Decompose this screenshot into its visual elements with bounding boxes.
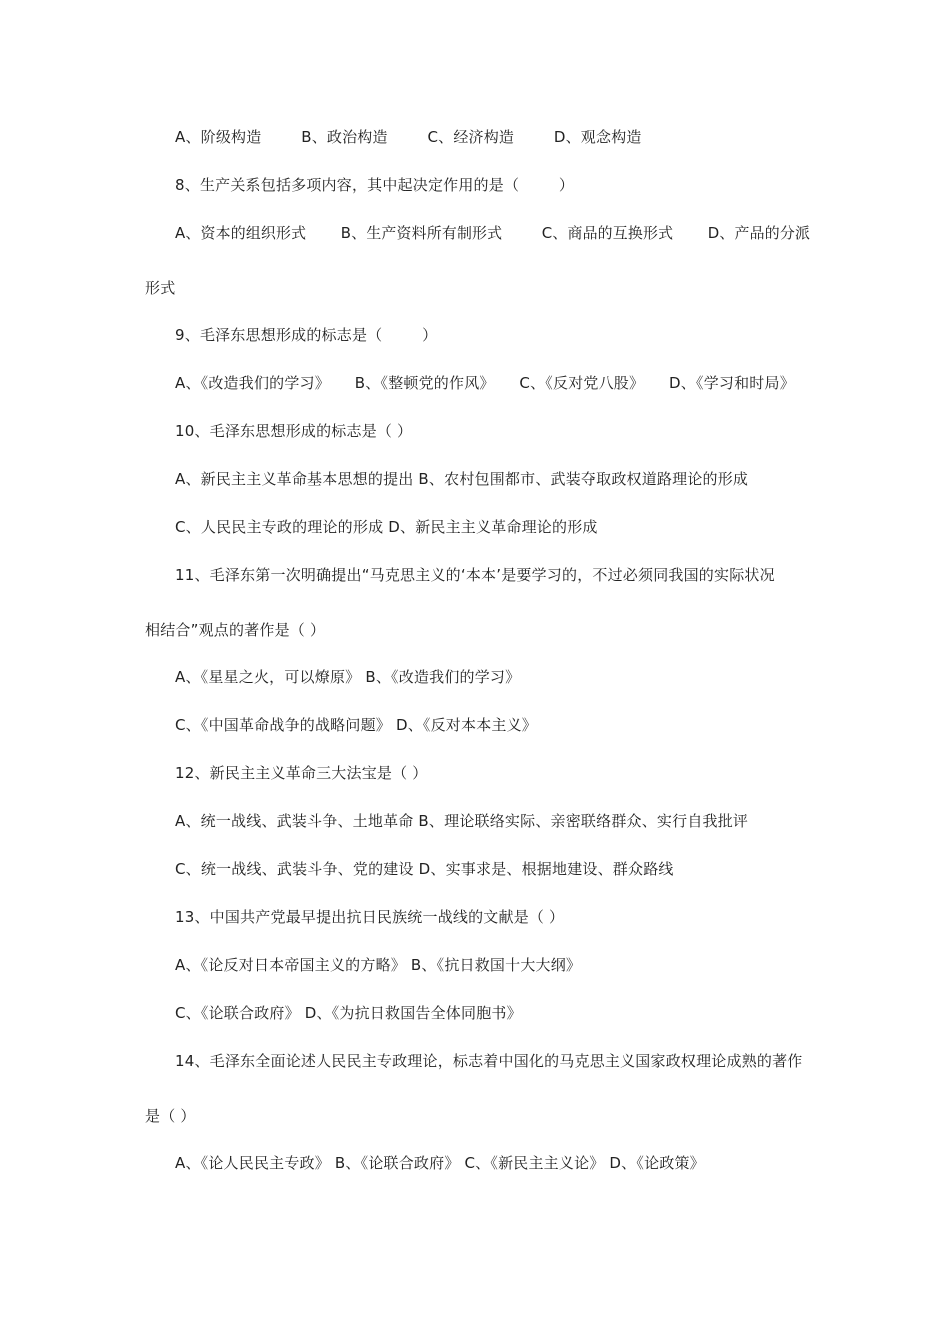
q8-options: A、资本的组织形式 B、生产资料所有制形式 C、商品的互换形式 D、产品的分派 xyxy=(175,224,811,242)
q14-question: 14、毛泽东全面论述人民民主专政理论，标志着中国化的马克思主义国家政权理论成熟的著作 xyxy=(175,1052,803,1070)
q7-options: A、阶级构造 B、政治构造 C、经济构造 D、观念构造 xyxy=(175,128,642,146)
q12-question: 12、新民主主义革命三大法宝是（ ） xyxy=(175,764,428,782)
q11-options-ab: A、《星星之火，可以燎原》 B、《改造我们的学习》 xyxy=(175,668,521,686)
q13-question: 13、中国共产党最早提出抗日民族统一战线的文献是（ ） xyxy=(175,908,565,926)
q13-options-cd: C、《论联合政府》 D、《为抗日救国告全体同胞书》 xyxy=(175,1004,522,1022)
q12-options-cd: C、统一战线、武装斗争、党的建设 D、实事求是、根据地建设、群众路线 xyxy=(175,860,674,878)
q10-options-ab: A、新民主主义革命基本思想的提出 B、农村包围都市、武装夺取政权道路理论的形成 xyxy=(175,470,749,488)
q12-options-ab: A、统一战线、武装斗争、土地革命 B、理论联络实际、亲密联络群众、实行自我批评 xyxy=(175,812,749,830)
q11-question: 11、毛泽东第一次明确提出“马克思主义的‘本本’是要学习的，不过必须同我国的实际状况 xyxy=(175,566,775,584)
q8-question: 8、生产关系包括多项内容，其中起决定作用的是（ ） xyxy=(175,176,575,194)
q13-options-ab: A、《论反对日本帝国主义的方略》 B、《抗日救国十大大纲》 xyxy=(175,956,582,974)
q14-options: A、《论人民民主专政》 B、《论联合政府》 C、《新民主主义论》 D、《论政策》 xyxy=(175,1154,705,1172)
q10-options-cd: C、人民民主专政的理论的形成 D、新民主主义革命理论的形成 xyxy=(175,518,598,536)
q8-options-continued: 形式 xyxy=(145,279,176,297)
q11-question-continued: 相结合”观点的著作是（ ） xyxy=(145,621,326,639)
q11-options-cd: C、《中国革命战争的战略问题》 D、《反对本本主义》 xyxy=(175,716,537,734)
q9-question: 9、毛泽东思想形成的标志是（ ） xyxy=(175,326,438,344)
q9-options: A、《改造我们的学习》 B、《整顿党的作风》 C、《反对党八股》 D、《学习和时局》 xyxy=(175,374,795,392)
q10-question: 10、毛泽东思想形成的标志是（ ） xyxy=(175,422,413,440)
q14-question-continued: 是（ ） xyxy=(145,1107,196,1125)
